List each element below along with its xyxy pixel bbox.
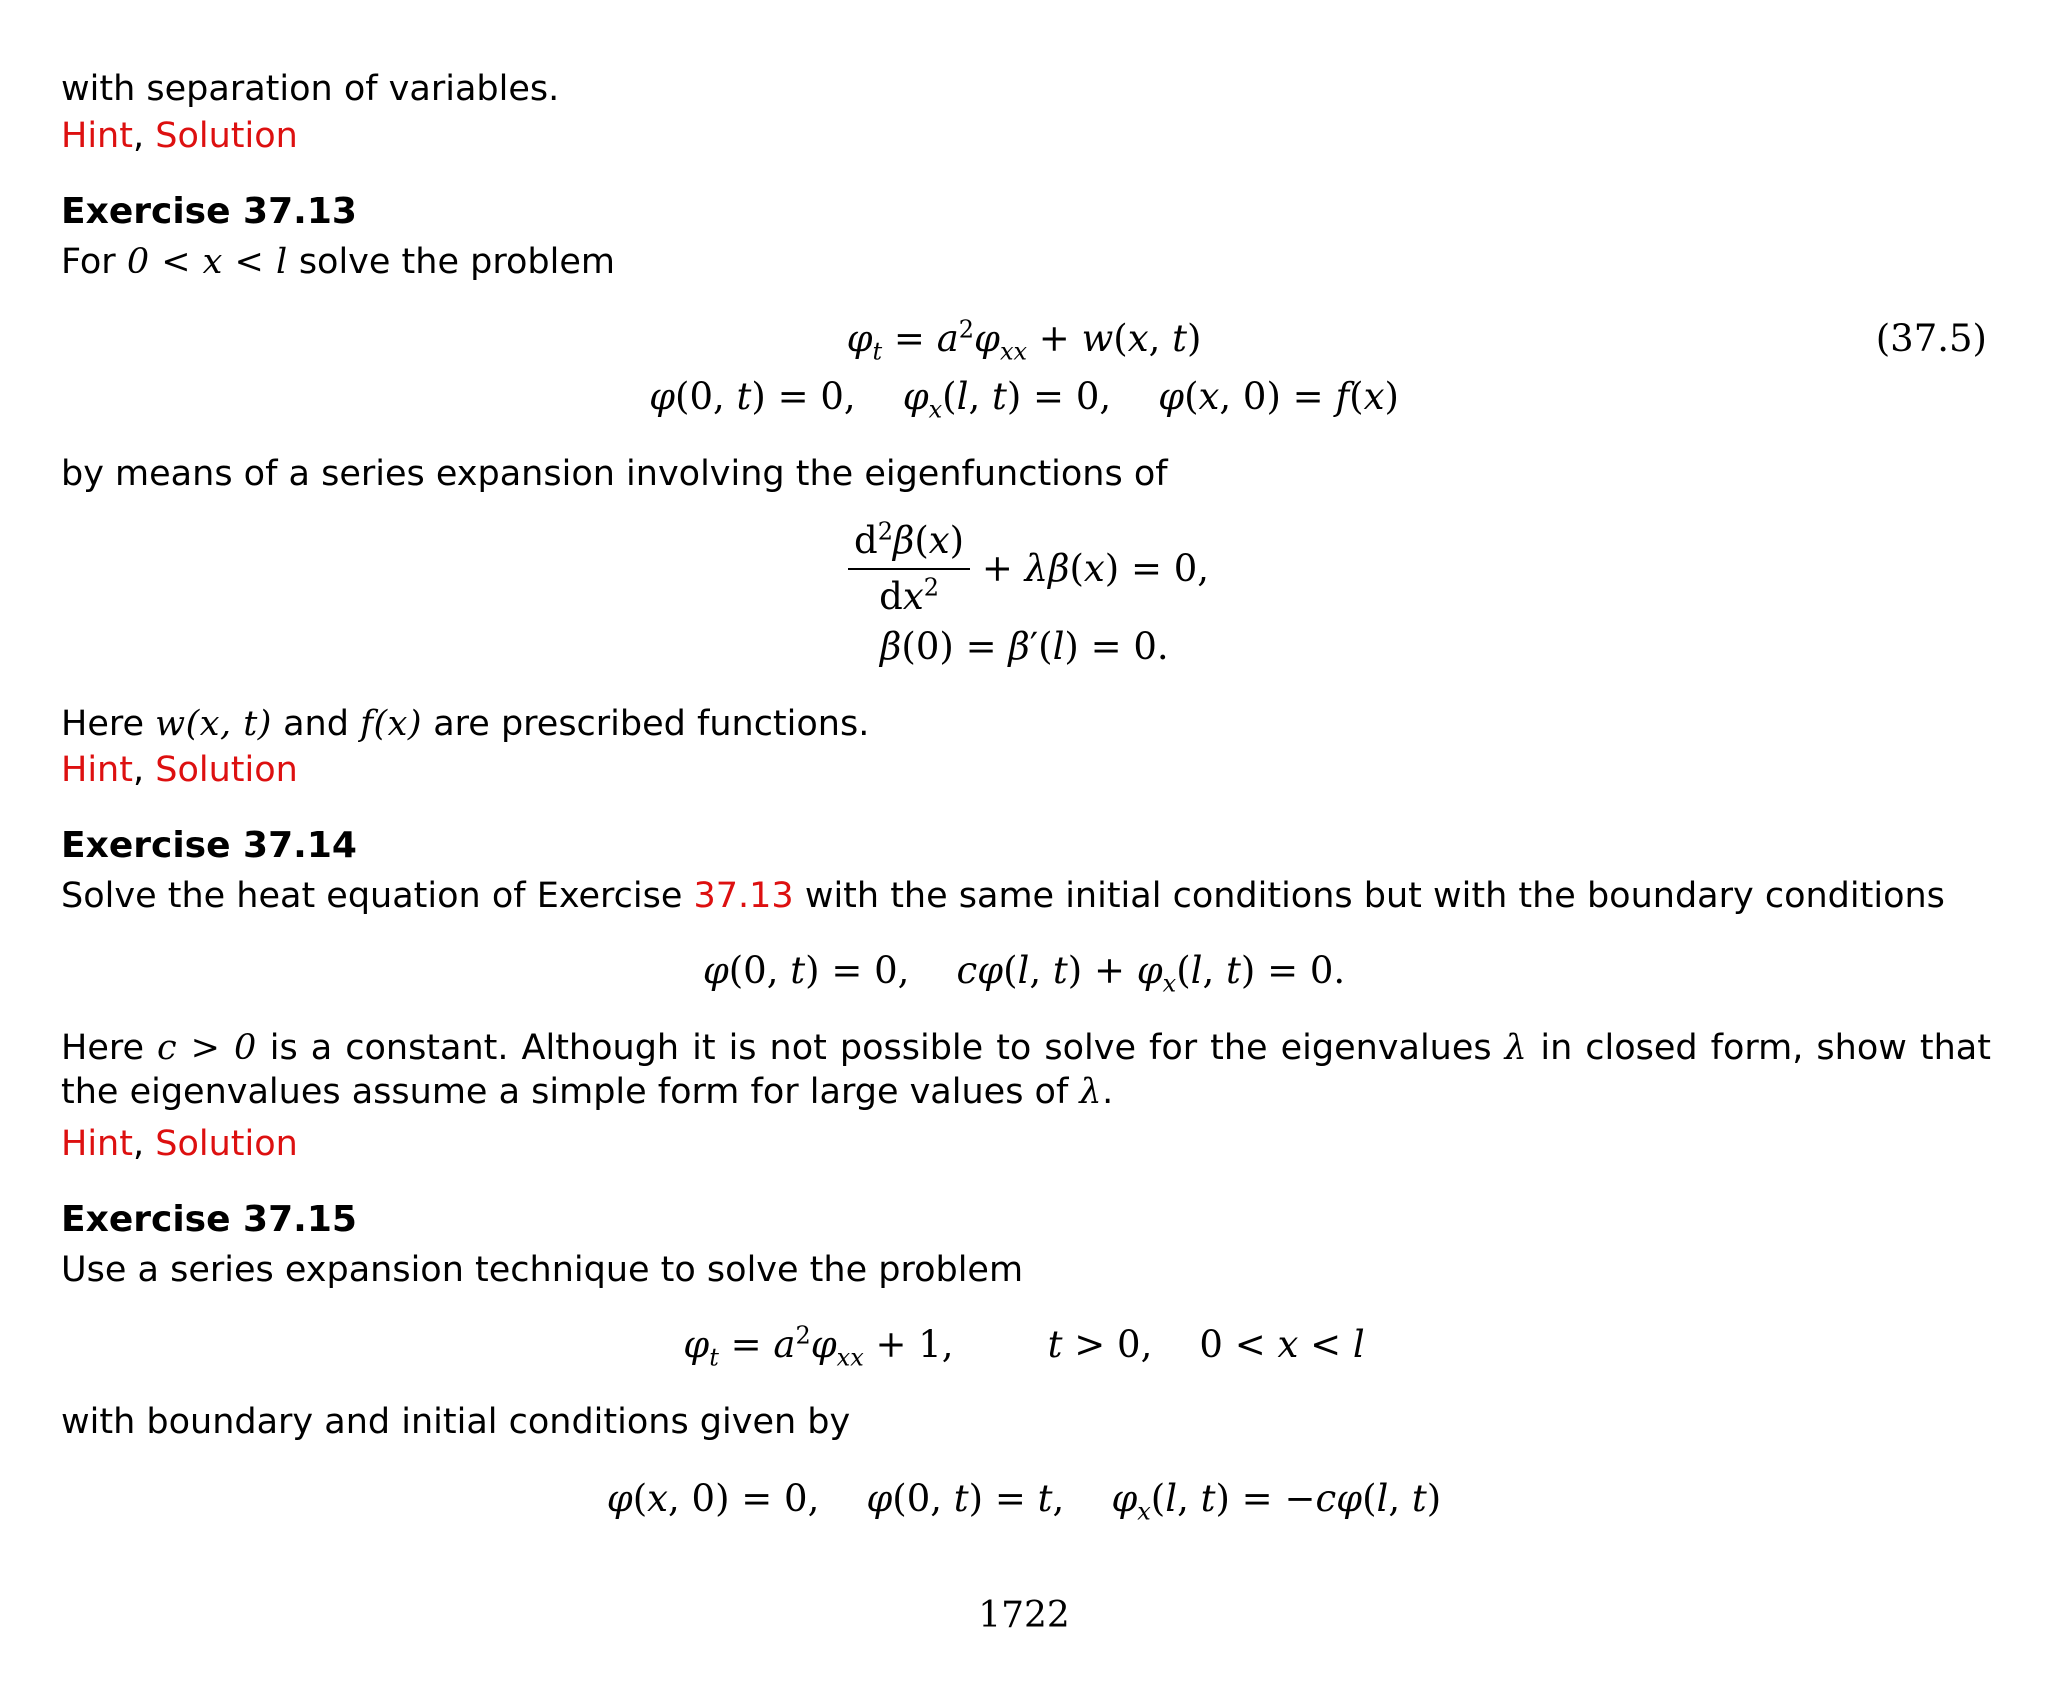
equation-heat-source: $\varphi_t = a^2\varphi_{xx} + 1$, t > 0, 0 < x < l xyxy=(683,1321,1365,1372)
eigen-ode: $\frac{d^2\beta(x)}{dx^2}$ + λβ(x) = 0, xyxy=(848,518,1209,620)
eigen-boundary: β(0) = β′(l) = 0. xyxy=(880,625,1169,668)
hint-link[interactable]: Hint xyxy=(61,750,133,790)
exercise-heading-37-14: Exercise 37.14 xyxy=(61,825,357,866)
equation-heat-main: $\varphi_t = a^2\varphi_{xx} + w(x$, t) xyxy=(846,315,1202,366)
derivative-fraction: $\frac{d^2\beta(x)}{dx^2}$ xyxy=(848,518,970,620)
solution-link[interactable]: Solution xyxy=(155,750,298,790)
exercise-heading-37-15: Exercise 37.15 xyxy=(61,1199,357,1240)
equation-number: (37.5) xyxy=(1875,317,1987,360)
exercise-reference-link[interactable]: 37.13 xyxy=(693,876,794,916)
hint-link[interactable]: Hint xyxy=(61,1124,133,1164)
intro-text: with separation of variables. xyxy=(61,69,560,109)
solution-link[interactable]: Solution xyxy=(155,116,298,156)
exercise-37-14-prompt: Solve the heat equation of Exercise 37.13 with the same initial conditions but with the boundary conditions xyxy=(61,876,1945,916)
equation-robin-boundary: φ(0, t) = 0, cφ(l, $t) + \varphi_x(l$, t) = 0. xyxy=(702,949,1346,998)
hint-solution-links-2 xyxy=(61,748,298,792)
link-separator: , xyxy=(132,116,145,156)
boundary-initial-text: with boundary and initial conditions given by xyxy=(61,1402,851,1442)
link-separator: , xyxy=(132,1124,145,1164)
equation-initial-boundary: φ(x, 0) = 0, φ(0, t) = t, $\varphi_x(l$, t) = −cφ(l, t) xyxy=(606,1477,1442,1526)
hint-link[interactable]: Hint xyxy=(61,116,133,156)
solution-link[interactable]: Solution xyxy=(155,1124,298,1164)
prescribed-functions-text: Here w(x, t) and f(x) are prescribed functions. xyxy=(61,704,870,744)
page-number: 1722 xyxy=(978,1595,1070,1636)
exercise-37-13-prompt: For 0 < x < l solve the problem xyxy=(61,242,615,282)
hint-solution-links-3 xyxy=(61,1122,298,1166)
series-expansion-text: by means of a series expansion involving the eigenfunctions of xyxy=(61,454,1168,494)
link-separator: , xyxy=(132,750,145,790)
inline-math: 0 < x < l xyxy=(126,242,288,282)
exercise-37-15-prompt: Use a series expansion technique to solve the problem xyxy=(61,1250,1024,1290)
eigenvalue-paragraph: Here c > 0 is a constant. Although it is not possible to solve for the eigenvalues λ in closed form, show that the eigenvalues assume a simple form for large values of λ. xyxy=(61,1028,1991,1112)
equation-boundary-conditions: φ(0, t) = 0, $\varphi_x(l$, t) = 0, φ(x, 0) = f(x) xyxy=(649,375,1399,424)
hint-solution-links-1 xyxy=(61,114,298,158)
exercise-heading-37-13: Exercise 37.13 xyxy=(61,191,357,232)
